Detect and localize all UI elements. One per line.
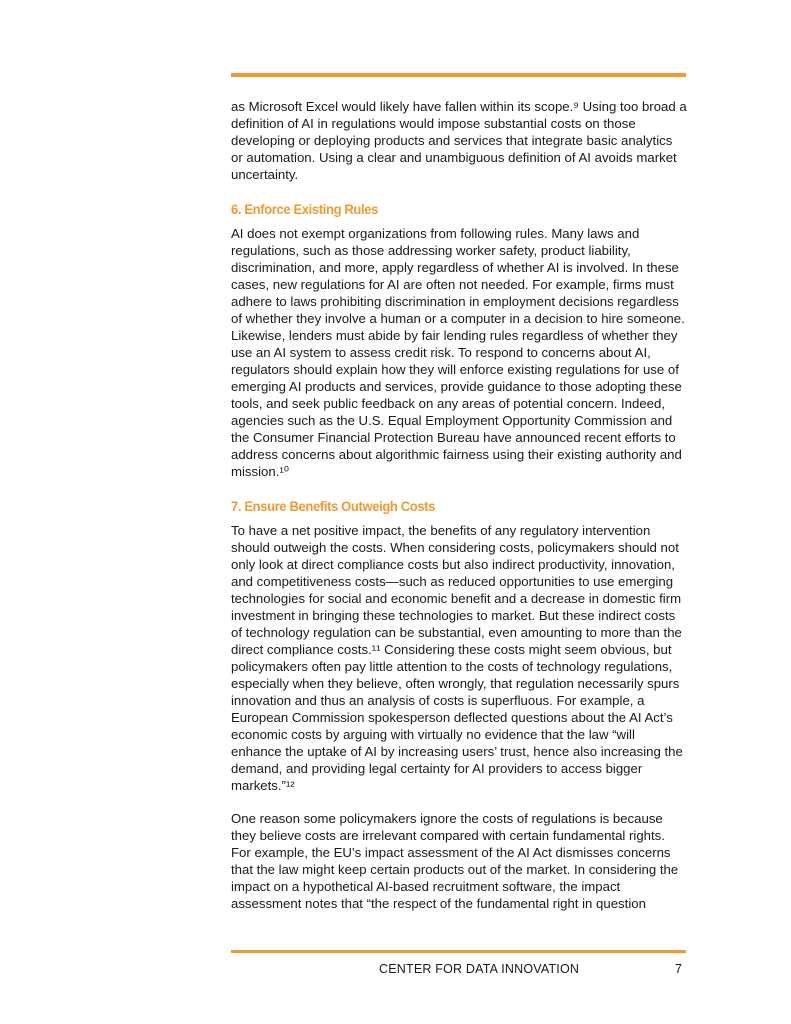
section-7-paragraph-1: To have a net positive impact, the benefits of any regulatory intervention should outweigh the costs. When considering costs, policymakers should not only look at direct compliance costs but also indirect productivity, innovation, and competitiveness costs—such as reduced opportunities to use emerging technologies for social and economic benefit and a decrease in domestic firm investment in bringing these technologies to market. But these indirect costs of technology regulation can be substantial, even amounting to more than the direct compliance costs.¹¹ Considering these costs might seem obvious, but policymakers often pay little attention to the costs of technology regulations, especially when they believe, often wrongly, that regulation necessarily spurs innovation and thus an analysis of costs is superfluous. For example, a European Commission spokesperson deflected questions about the AI Act’s economic costs by arguing with virtually no evidence that the law “will enhance the uptake of AI by increasing users’ trust, hence also increasing the demand, and providing legal certainty for AI providers to access bigger markets.”¹² — [231, 523, 683, 793]
section-6-heading: 6. Enforce Existing Rules — [231, 201, 378, 217]
footer-rule — [231, 950, 686, 953]
header-rule — [231, 73, 686, 77]
page-content — [231, 98, 687, 912]
section-6-paragraph: AI does not exempt organizations from following rules. Many laws and regulations, such as those addressing worker safety, product liability, discrimination, and more, apply regardless of whether AI is involved. In these cases, new regulations for AI are often not needed. For example, firms must adhere to laws prohibiting discrimination in employment decisions regardless of whether they involve a human or a computer in a decision to hire someone. Likewise, lenders must abide by fair lending rules regardless of whether they use an AI system to assess credit risk. To respond to concerns about AI, regulators should explain how they will enforce existing regulations for use of emerging AI products and services, provide guidance to those adopting these tools, and seek public feedback on any areas of potential concern. Indeed, agencies such as the U.S. Equal Employment Opportunity Commission and the Consumer Financial Protection Bureau have announced recent efforts to address concerns about algorithmic fairness using their existing authority and mission.¹⁰ — [231, 226, 685, 479]
section-7-heading: 7. Ensure Benefits Outweigh Costs — [231, 498, 436, 514]
page-number: 7 — [675, 962, 682, 976]
section-7-paragraph-2: One reason some policymakers ignore the costs of regulations is because they believe costs are irrelevant compared with certain fundamental rights. For example, the EU’s impact assessment of the AI Act dismisses concerns that the law might keep certain products out of the market. In considering the impact on a hypothetical AI-based recruitment software, the impact assessment notes that “the respect of the fundamental right in question — [231, 811, 679, 911]
footer-organization: CENTER FOR DATA INNOVATION — [379, 962, 580, 976]
intro-paragraph: as Microsoft Excel would likely have fallen within its scope.⁹ Using too broad a definition of AI in regulations would impose substantial costs on those developing or deploying products and services that integrate basic analytics or automation. Using a clear and unambiguous definition of AI avoids market uncertainty. — [231, 99, 687, 182]
